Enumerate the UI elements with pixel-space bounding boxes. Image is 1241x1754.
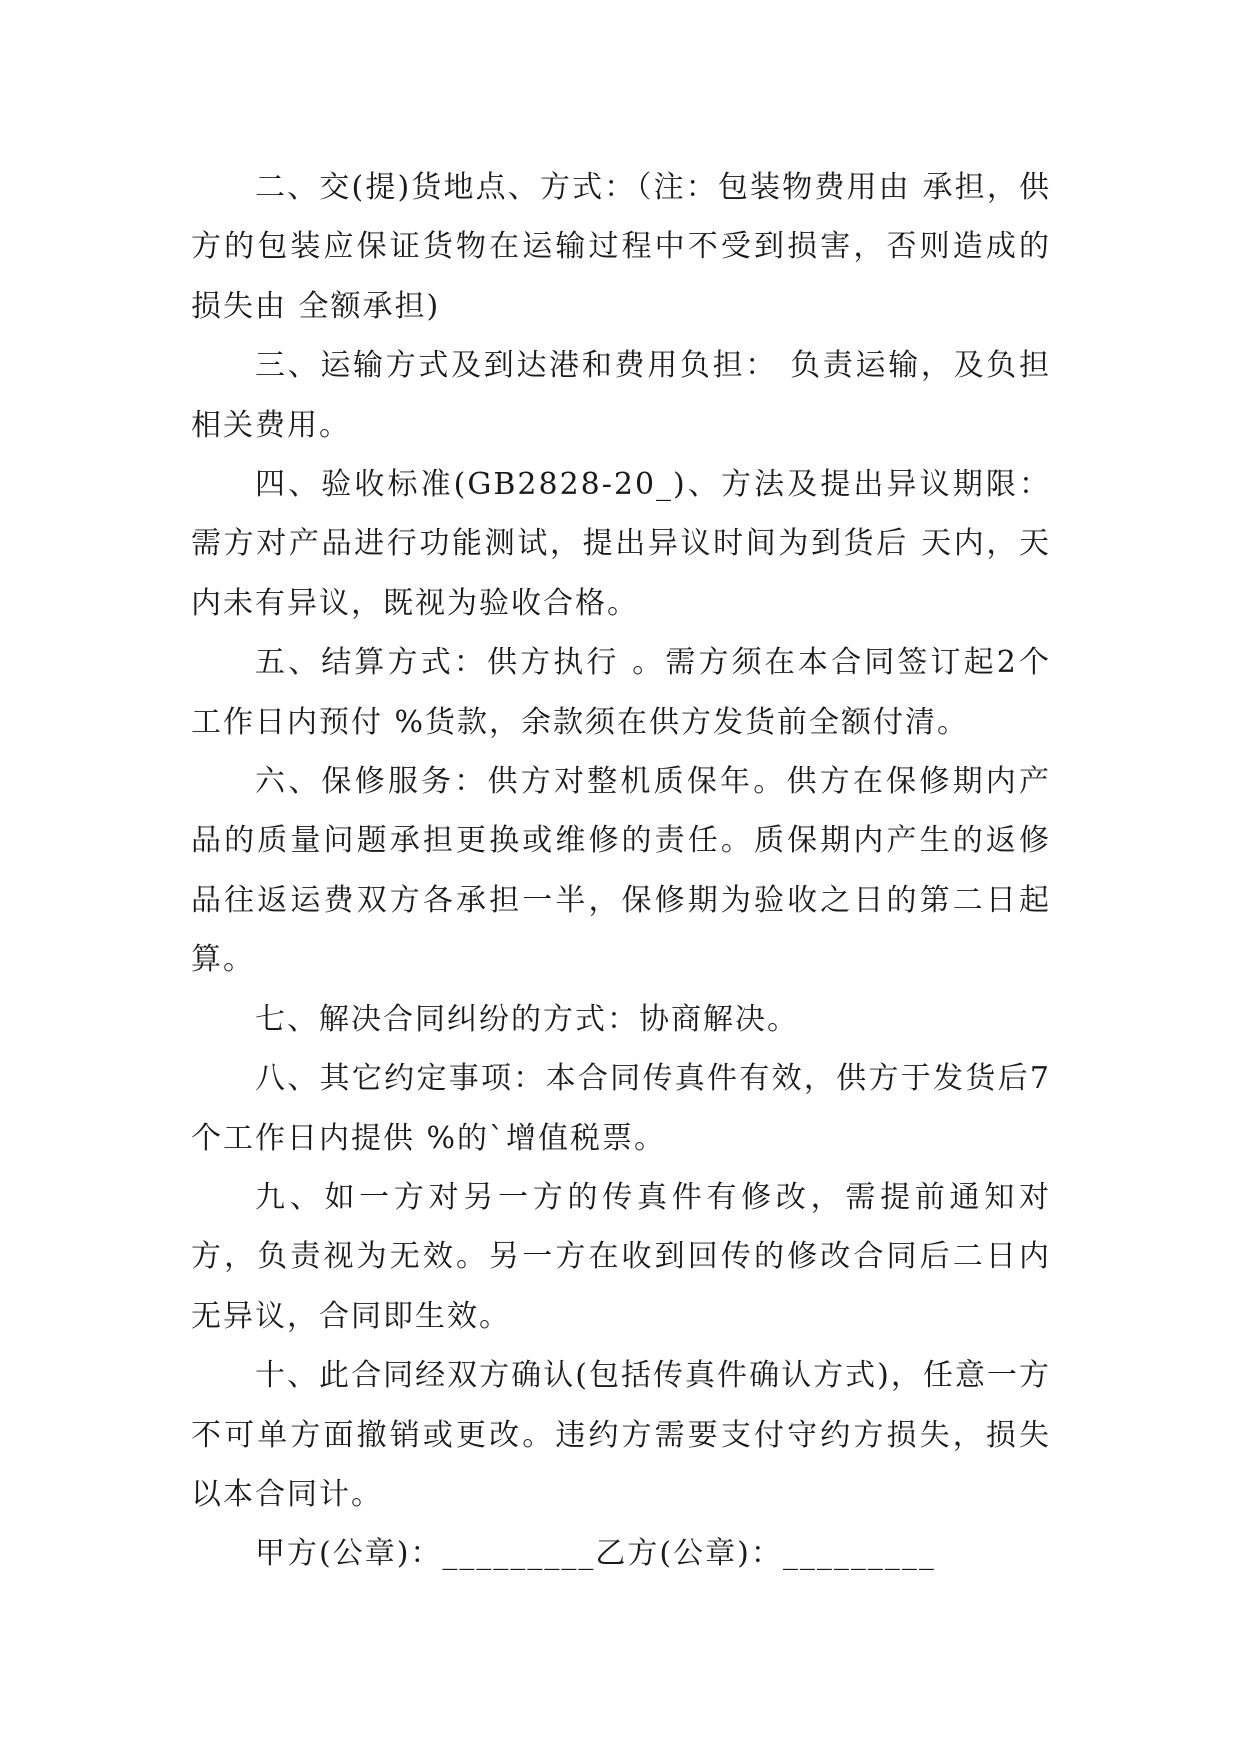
clause-7-disputes: 七、解决合同纠纷的方式：协商解决。 xyxy=(255,1001,799,1037)
contract-body xyxy=(191,158,1051,1584)
clause-3-transport: 三、运输方式及到达港和费用负担： 负责运输，及负担相关费用。 xyxy=(191,348,1051,443)
clause-4-acceptance: 四、验收标准(GB2828-20_)、方法及提出异议期限：需方对产品进行功能测试，提出异议时间为到货后 天内，天内未有异议，既视为验收合格。 xyxy=(191,467,1051,621)
signature-line: 甲方(公章)：_________乙方(公章)：_________ xyxy=(255,1536,936,1572)
clause-5-payment: 五、结算方式：供方执行 。需方须在本合同签订起2个工作日内预付 %货款，余款须在供方发货前全额付清。 xyxy=(191,645,1051,740)
clause-8-other-terms: 八、其它约定事项：本合同传真件有效，供方于发货后7个工作日内提供 %的`增值税票。 xyxy=(191,1061,1051,1156)
clause-10-confirmation: 十、此合同经双方确认(包括传真件确认方式)，任意一方不可单方面撤销或更改。违约方需要支付守约方损失，损失以本合同计。 xyxy=(191,1358,1051,1512)
clause-2-delivery: 二、交(提)货地点、方式：（注：包装物费用由 承担，供方的包装应保证货物在运输过程中不受到损害，否则造成的损失由 全额承担) xyxy=(191,170,1051,324)
clause-9-fax-changes: 九、如一方对另一方的传真件有修改，需提前通知对方，负责视为无效。另一方在收到回传的修改合同后二日内无异议，合同即生效。 xyxy=(191,1179,1051,1334)
clause-6-warranty: 六、保修服务：供方对整机质保年。供方在保修期内产品的质量问题承担更换或维修的责任。质保期内产生的返修品往返运费双方各承担一半，保修期为验收之日的第二日起算。 xyxy=(191,764,1051,978)
